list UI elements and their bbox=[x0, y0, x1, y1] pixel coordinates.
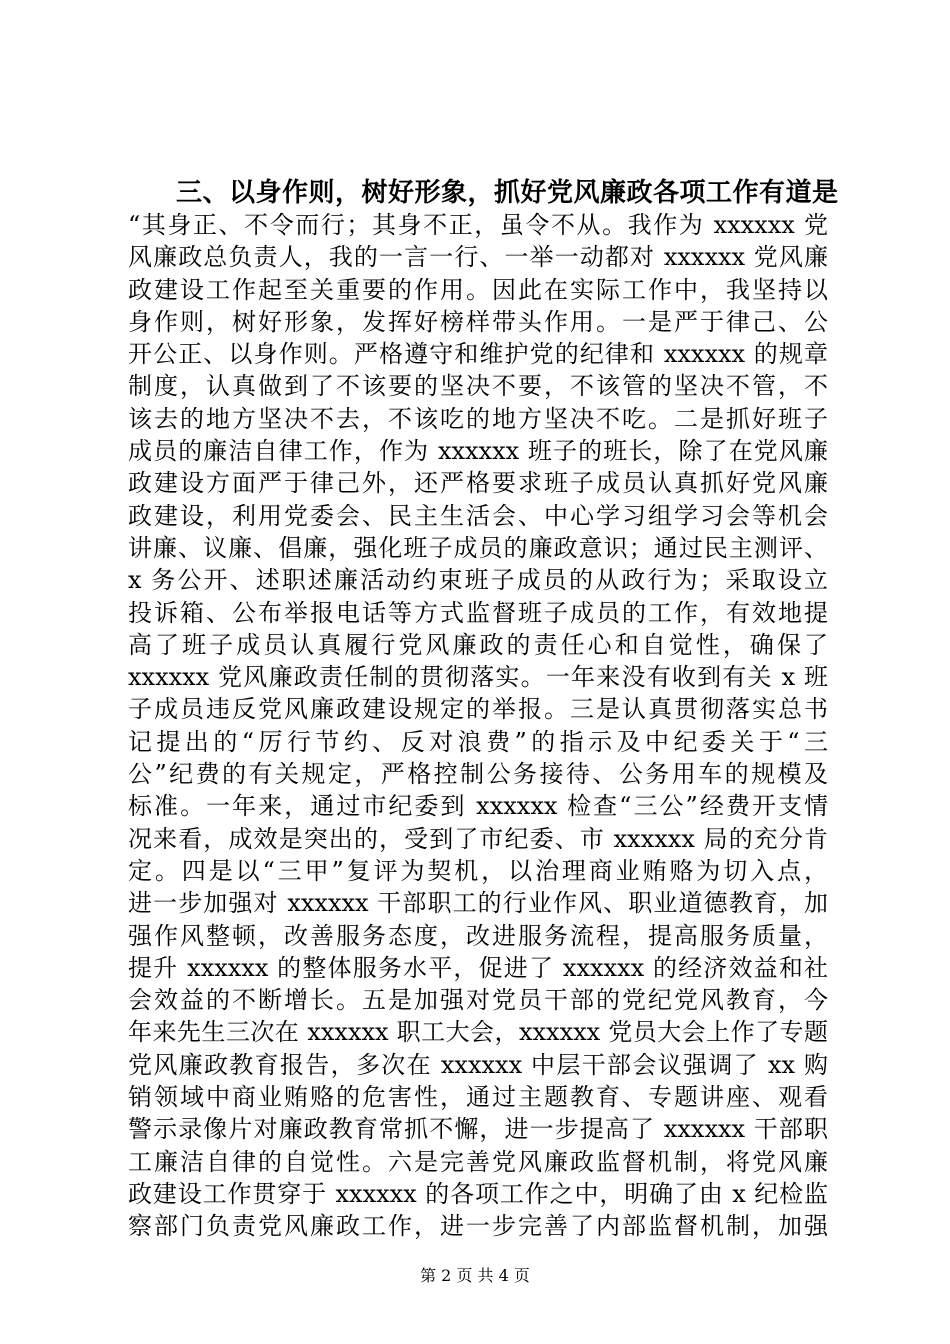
section-heading: 三、以身作则，树好形象，抓好党风廉政各项工作有道是 bbox=[176, 178, 839, 208]
body-line: “其身正、不令而行；其身不正，虽令不从。我作为 xxxxxx 党 bbox=[128, 211, 828, 239]
body-text bbox=[128, 209, 828, 1243]
body-line: 标准。一年来，通过市纪委到 xxxxxx 检查“三公”经费开支情 bbox=[128, 792, 828, 821]
body-line: 记提出的“厉行节约、反对浪费”的指示及中纪委关于“三 bbox=[128, 727, 828, 756]
body-line: 年来先生三次在 xxxxxx 职工大会，xxxxxx 党员大会上作了专题 bbox=[128, 1018, 828, 1047]
body-line: 该去的地方坚决不去，不该吃的地方坚决不吃。二是抓好班子 bbox=[128, 404, 828, 433]
body-line: 会效益的不断增长。五是加强对党员干部的党纪党风教育，今 bbox=[128, 986, 828, 1015]
body-line: 工廉洁自律的自觉性。六是完善党风廉政监督机制，将党风廉 bbox=[128, 1147, 828, 1176]
body-line: 开公正、以身作则。严格遵守和维护党的纪律和 xxxxxx 的规章 bbox=[128, 340, 828, 369]
body-line: 察部门负责党风廉政工作，进一步完善了内部监督机制，加强 bbox=[128, 1212, 828, 1241]
body-line: 风廉政总负责人，我的一言一行、一举一动都对 xxxxxx 党风廉 bbox=[128, 243, 828, 272]
body-line: 身作则，树好形象，发挥好榜样带头作用。一是严于律己、公 bbox=[128, 307, 828, 336]
body-line: 提升 xxxxxx 的整体服务水平，促进了 xxxxxx 的经济效益和社 bbox=[128, 953, 828, 982]
body-line: 投诉箱、公布举报电话等方式监督班子成员的工作，有效地提 bbox=[128, 598, 828, 627]
page-footer: 第 2 页 共 4 页 bbox=[420, 1266, 530, 1285]
body-line: 定。四是以“三甲”复评为契机，以治理商业贿赂为切入点， bbox=[128, 856, 828, 885]
body-line: 政建设方面严于律己外，还严格要求班子成员认真抓好党风廉 bbox=[128, 469, 828, 498]
body-line: 警示录像片对廉政教育常抓不懈，进一步提高了 xxxxxx 干部职 bbox=[128, 1115, 828, 1144]
body-line: 强作风整顿，改善服务态度，改进服务流程，提高服务质量， bbox=[128, 921, 828, 950]
body-line: 政建设，利用党委会、民主生活会、中心学习组学习会等机会 bbox=[128, 501, 828, 530]
body-line: x 务公开、述职述廉活动约束班子成员的从政行为；采取设立 bbox=[128, 566, 828, 595]
body-line: 讲廉、议廉、倡廉，强化班子成员的廉政意识；通过民主测评、 bbox=[128, 533, 828, 562]
body-line: 成员的廉洁自律工作，作为 xxxxxx 班子的班长，除了在党风廉 bbox=[128, 437, 828, 466]
body-line: xxxxxx 党风廉政责任制的贯彻落实。一年来没有收到有关 x 班 bbox=[128, 663, 828, 692]
body-line: 销领域中商业贿赂的危害性，通过主题教育、专题讲座、观看 bbox=[128, 1083, 828, 1112]
body-line: 进一步加强对 xxxxxx 干部职工的行业作风、职业道德教育，加 bbox=[128, 889, 828, 918]
body-line: 子成员违反党风廉政建设规定的举报。三是认真贯彻落实总书 bbox=[128, 695, 828, 724]
body-line: 公”纪费的有关规定，严格控制公务接待、公务用车的规模及 bbox=[128, 760, 828, 789]
body-line: 政建设工作起至关重要的作用。因此在实际工作中，我坚持以 bbox=[128, 275, 828, 304]
body-line: 制度，认真做到了不该要的坚决不要，不该管的坚决不管，不 bbox=[128, 372, 828, 401]
body-line: 党风廉政教育报告，多次在 xxxxxx 中层干部会议强调了 xx 购 bbox=[128, 1050, 828, 1079]
body-line: 高了班子成员认真履行党风廉政的责任心和自觉性，确保了 bbox=[128, 630, 828, 659]
body-line: 况来看，成效是突出的，受到了市纪委、市 xxxxxx 局的充分肯 bbox=[128, 824, 828, 853]
body-line: 政建设工作贯穿于 xxxxxx 的各项工作之中，明确了由 x 纪检监 bbox=[128, 1179, 828, 1208]
